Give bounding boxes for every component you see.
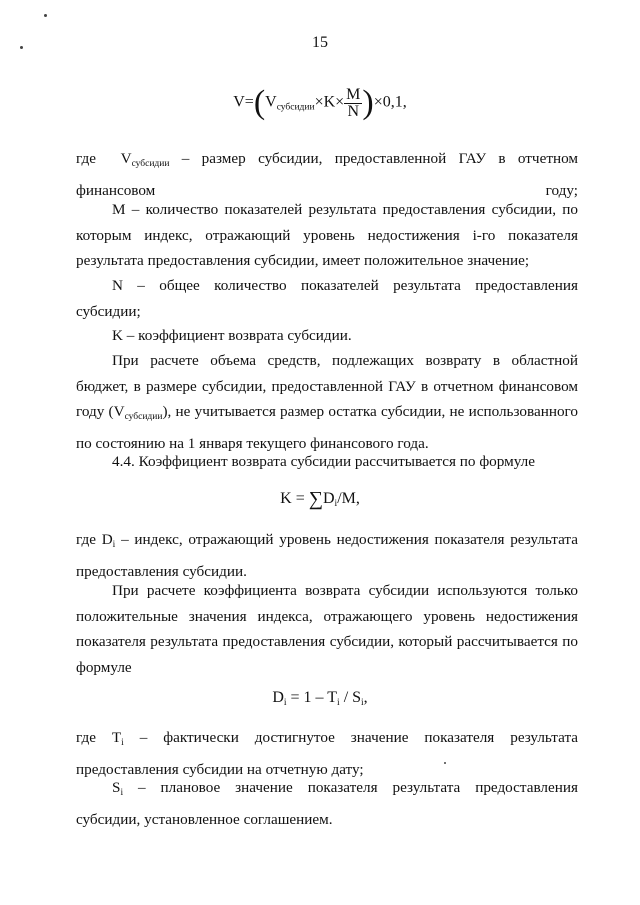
formula-subsidy-refund: $V=(V_{субсидии}\times K\times$ $\frac{M}{N}$ )×0,1, bbox=[233, 84, 407, 121]
para-m-definition: М – количество показателей результата предоставления субсидии, по которым индекс, отражающий уровень недостижения i-го показателя результата предоставления субсидии, имеет положительное значение; bbox=[76, 201, 578, 269]
para-v-definition: где $V_{субсидии}$ – размер субсидии, предоставленной ГАУ в отчетном финансовом году; bbox=[76, 150, 578, 199]
para-k-definition: K – коэффициент возврата субсидии. bbox=[112, 327, 352, 344]
para-t-definition: где $T_i$ – фактически достигнутое значение показателя результата предоставления субсидии на отчетную дату; bbox=[76, 729, 579, 778]
para-d-definition: где $D_i$ – индекс, отражающий уровень недостижения показателя результата предоставления субсидии. bbox=[76, 531, 578, 580]
page-number: 15 bbox=[312, 34, 328, 51]
formula-d-index: $D_i = 1 - T_i / S_i$, bbox=[272, 689, 368, 708]
para-calculation-note: При расчете объема средств, подлежащих возврату в областной бюджет, в размере субсидии, предоставленной ГАУ в отчетном финансовом году $(V_{субсидии})$, не учитывается размер остатка субсидии, не использованного по состоянию на 1 января текущего финансового года. bbox=[76, 352, 578, 452]
para-n-definition: N – общее количество показателей результата предоставления субсидии; bbox=[76, 277, 578, 320]
scan-speck bbox=[44, 14, 47, 17]
para-s-definition: $S_i$ – плановое значение показателя результата предоставления субсидии, установленное соглашением. bbox=[76, 779, 578, 828]
para-positive-values: При расчете коэффициента возврата субсидии используются только положительные значения индекса, отражающего уровень недостижения показателя результата предоставления субсидии, который рассчитывается по формуле bbox=[76, 582, 578, 676]
para-4-4-heading: 4.4. Коэффициент возврата субсидии рассчитывается по формуле bbox=[112, 453, 535, 470]
formula-k-coefficient: $K = \sum D_i/M$, bbox=[280, 488, 360, 510]
fraction-m-over-n: $\frac{M}{N}$ bbox=[346, 85, 361, 120]
